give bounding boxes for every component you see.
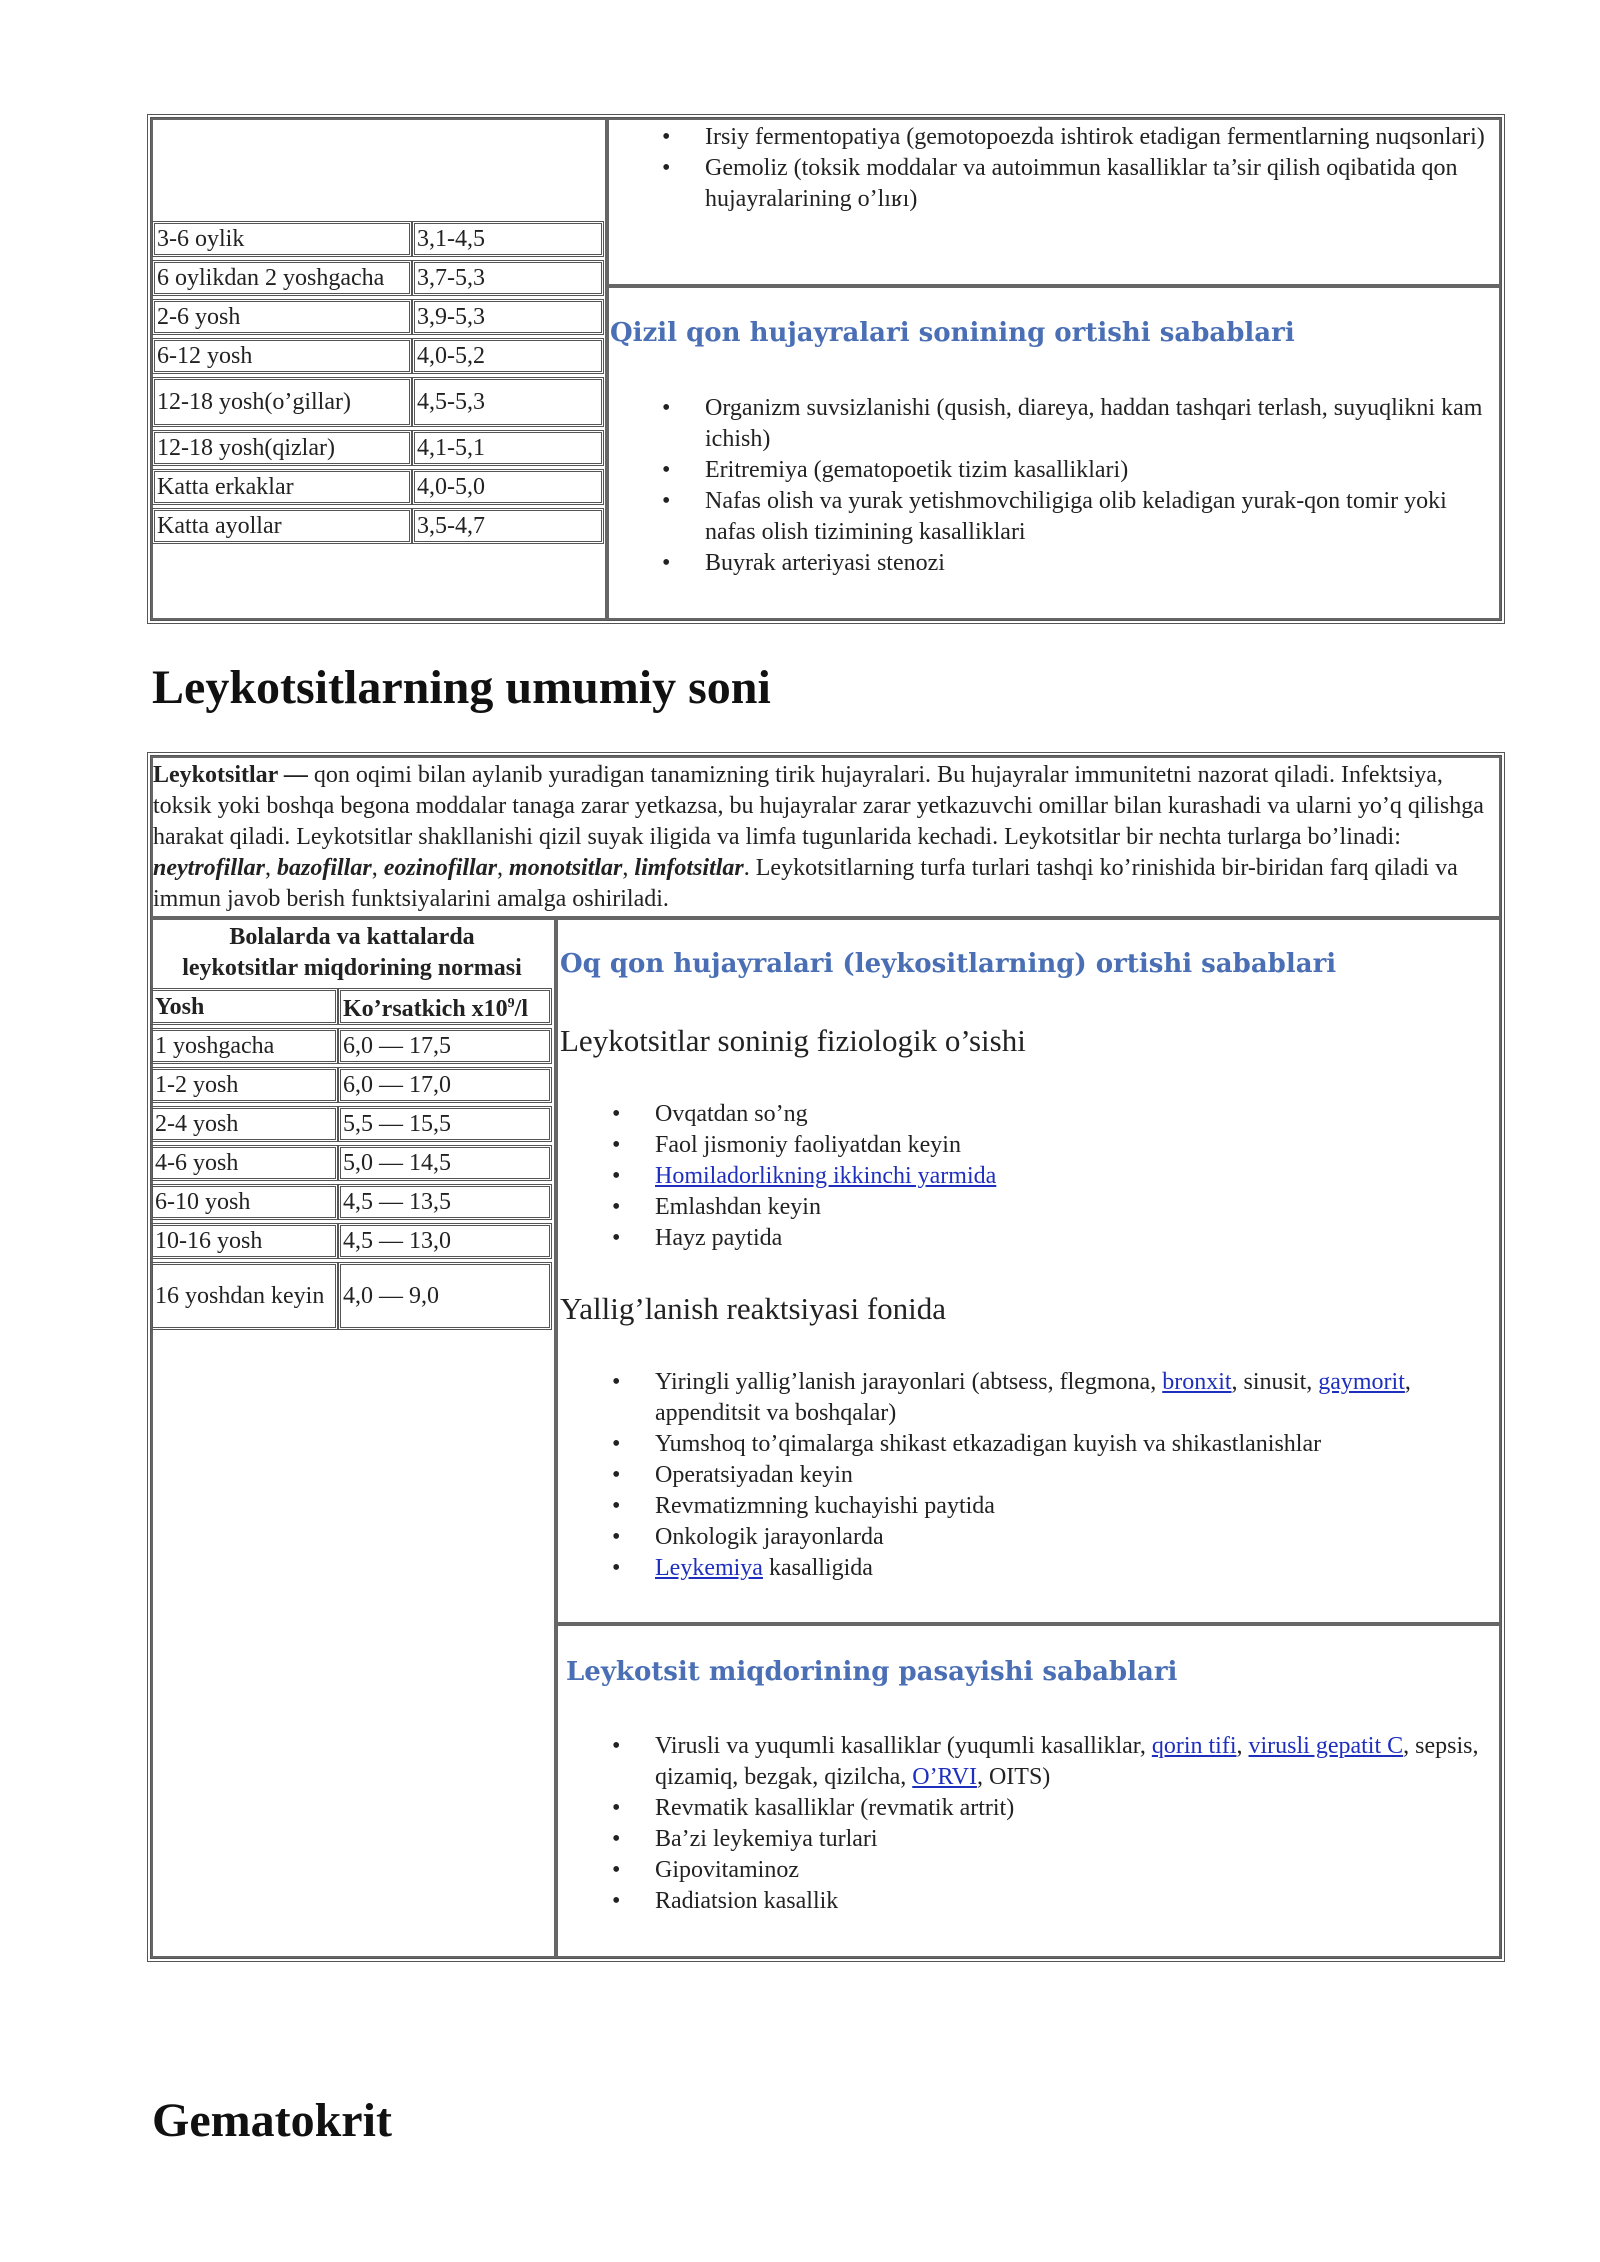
- table-row: [150, 1067, 552, 1103]
- table-cell-age: 16 yoshdan keyin: [150, 1262, 338, 1330]
- gematokrit-title: Gematokrit: [152, 2094, 392, 2147]
- table-cell-value: 5,0 — 14,5: [338, 1145, 552, 1181]
- list-item-text: , sinusit,: [1231, 1369, 1319, 1395]
- table-cell-age: 1-2 yosh: [150, 1067, 338, 1103]
- rbc-increase-heading: Qizil qon hujayralari sonining ortishi sabablari: [610, 318, 1295, 348]
- list-item-text: ,: [1236, 1733, 1249, 1759]
- list-item: • Gemoliz (toksik moddalar va autoimmun kasalliklar ta’sir qilish oqibatida qon hujayralarining o’lıʁı): [610, 153, 1490, 215]
- table-cell-value: 6,0 — 17,5: [338, 1028, 552, 1064]
- wbc-norm-caption: [152, 922, 552, 984]
- table-row: [150, 1028, 552, 1064]
- table-cell-age: 10-16 yosh: [150, 1223, 338, 1259]
- wbc-physio-heading: Leykotsitlar soninig fiziologik o’sishi: [560, 1023, 1026, 1058]
- list-item: • Revmatizmning kuchayishi paytida: [560, 1491, 1500, 1522]
- table-row: [152, 508, 604, 544]
- wbc-type-name: neytrofillar: [153, 855, 265, 881]
- table-cell-value: 4,0 — 9,0: [338, 1262, 552, 1330]
- wbc-decrease-list: [560, 1731, 1500, 1917]
- wbc-type-name: monotsitlar: [509, 855, 623, 881]
- table-row: [152, 377, 604, 427]
- list-item: [560, 1553, 1500, 1584]
- table-row: [150, 1184, 552, 1220]
- wbc-section-title: Leykotsitlarning umumiy soni: [152, 661, 771, 714]
- wbc-decrease-heading: Leykotsit miqdorining pasayishi sabablari: [566, 1657, 1178, 1687]
- list-item: • Nafas olish va yurak yetishmovchiligiga olib keladigan yurak-qon tomir yoki nafas olish tizimining kasalliklari: [610, 486, 1500, 548]
- list-item: • Faol jismoniy faoliyatdan keyin: [560, 1130, 1480, 1161]
- table-cell-age: Katta ayollar: [152, 508, 412, 544]
- table-cell-value: 5,5 — 15,5: [338, 1106, 552, 1142]
- table-cell-value: 3,5-4,7: [412, 508, 604, 544]
- wbc-intro-text1: qon oqimi bilan aylanib yuradigan tanamizning tirik hujayralari. Bu hujayralar immunitetni nazorat qiladi. Infektsiya, toksik yoki boshqa begona moddalar tanaga zarar yetkazsa, bu hujayralar zarar yetkazuvchi omillar bilan kurashadi va ularni yo’q qilishga harakat qiladi. Leykotsitlar shakllanishi qizil suyak iligida va limfa tugunlarida kechadi. Leykotsitlar bir nechta turlarga bo’linadi:: [153, 762, 1484, 850]
- table-cell-value: 3,7-5,3: [412, 260, 604, 296]
- homiladorlik-link[interactable]: Homiladorlikning ikkinchi yarmida: [655, 1163, 997, 1189]
- wbc-type-sep: ,: [497, 855, 510, 881]
- wbc-type-sep: ,: [265, 855, 277, 881]
- bronxit-link[interactable]: bronxit: [1162, 1369, 1232, 1395]
- list-item-text: kasalligida: [762, 1555, 873, 1581]
- wbc-increase-heading: Oq qon hujayralari (leykositlarning) ortishi sabablari: [560, 949, 1337, 979]
- leykemiya-link[interactable]: Leykemiya: [655, 1555, 763, 1581]
- list-item: • Irsiy fermentopatiya (gemotopoezda ishtirok etadigan fermentlarning nuqsonlari): [610, 122, 1490, 153]
- wbc-norm-header-row: [150, 988, 552, 1025]
- wbc-types: [153, 855, 744, 881]
- wbc-norm-header-value-suffix: /l: [514, 996, 529, 1022]
- table-cell-age: 12-18 yosh(qizlar): [152, 430, 412, 466]
- table-row: [150, 1223, 552, 1259]
- table-cell-value: 3,1-4,5: [412, 221, 604, 257]
- table-row: [152, 469, 604, 505]
- wbc-type-sep: ,: [371, 855, 384, 881]
- list-item-text: Yiringli yallig’lanish jarayonlari (abtsess, flegmona,: [655, 1369, 1163, 1395]
- table-cell-age: 2-4 yosh: [150, 1106, 338, 1142]
- table-cell-value: 4,1-5,1: [412, 430, 604, 466]
- wbc-norm-header-value-exp: 9: [507, 996, 515, 1011]
- list-item: [560, 1367, 1500, 1429]
- list-item: • Radiatsion kasallik: [560, 1886, 1500, 1917]
- wbc-physio-list: [560, 1099, 1480, 1254]
- table-row: [150, 1262, 552, 1330]
- table-cell-value: 3,9-5,3: [412, 299, 604, 335]
- table-cell-value: 6,0 — 17,0: [338, 1067, 552, 1103]
- orvi-link[interactable]: O’RVI: [912, 1764, 977, 1790]
- table-row: [152, 338, 604, 374]
- list-item-text: , sepsis, qizamiq, bezgak, qizilcha,: [655, 1733, 1479, 1790]
- table-cell-value: 4,5-5,3: [412, 377, 604, 427]
- wbc-norm-header-value: [338, 988, 552, 1025]
- list-item-text: , appenditsit va boshqalar): [655, 1369, 1411, 1426]
- wbc-inflam-list: [560, 1367, 1500, 1584]
- table-cell-age: 6-10 yosh: [150, 1184, 338, 1220]
- table-row: [152, 299, 604, 335]
- list-item: [560, 1731, 1500, 1793]
- table-cell-age: 6 oylikdan 2 yoshgacha: [152, 260, 412, 296]
- wbc-norm-header-age: Yosh: [150, 988, 338, 1025]
- list-item: • Ba’zi leykemiya turlari: [560, 1824, 1500, 1855]
- table-cell-age: 12-18 yosh(o’gillar): [152, 377, 412, 427]
- list-item: • Buyrak arteriyasi stenozi: [610, 548, 1500, 579]
- wbc-norm-table: [150, 985, 552, 1333]
- table-cell-age: 2-6 yosh: [152, 299, 412, 335]
- list-item: • Hayz paytida: [560, 1223, 1480, 1254]
- wbc-intro-paragraph: [153, 760, 1493, 915]
- wbc-norm-caption-line2: leykotsitlar miqdorining normasi: [182, 955, 522, 981]
- table-row: [150, 1145, 552, 1181]
- wbc-inflam-heading: Yallig’lanish reaktsiyasi fonida: [560, 1291, 947, 1326]
- wbc-norm-header-value-prefix: Ko’rsatkich x10: [343, 996, 508, 1022]
- list-item: • Eritremiya (gematopoetik tizim kasalliklari): [610, 455, 1500, 486]
- table-cell-value: 4,5 — 13,0: [338, 1223, 552, 1259]
- wbc-norm-caption-line1: Bolalarda va kattalarda: [229, 924, 475, 950]
- table-cell-age: 6-12 yosh: [152, 338, 412, 374]
- rbc-norm-table: [152, 218, 604, 547]
- list-item: • Yumshoq to’qimalarga shikast etkazadigan kuyish va shikastlanishlar: [560, 1429, 1500, 1460]
- table-cell-value: 4,5 — 13,5: [338, 1184, 552, 1220]
- wbc-type-sep: ,: [622, 855, 635, 881]
- wbc-intro-text2: . Leykotsitlarning turfa turlari tashqi ko’rinishida bir-biridan farq qiladi va immun javob berish funktsiyalarini amalga oshiriladi.: [153, 855, 1458, 912]
- list-item: [560, 1161, 1480, 1192]
- list-item: • Operatsiyadan keyin: [560, 1460, 1500, 1491]
- wbc-intro-term: Leykotsitlar —: [153, 762, 308, 788]
- table-cell-value: 4,0-5,0: [412, 469, 604, 505]
- list-item: • Emlashdan keyin: [560, 1192, 1480, 1223]
- table-row: [152, 430, 604, 466]
- virusli-gepatit-link[interactable]: virusli gepatit C: [1248, 1733, 1404, 1759]
- table-cell-age: Katta erkaklar: [152, 469, 412, 505]
- list-item: • Organizm suvsizlanishi (qusish, diareya, haddan tashqari terlash, suyuqlikni kam ichish): [610, 393, 1500, 455]
- table-row: [152, 221, 604, 257]
- table-row: [150, 1106, 552, 1142]
- rbc-decrease-tail: [610, 122, 1490, 215]
- table-row: [152, 260, 604, 296]
- list-item: • Gipovitaminoz: [560, 1855, 1500, 1886]
- table-cell-age: 1 yoshgacha: [150, 1028, 338, 1064]
- list-item-text: Virusli va yuqumli kasalliklar (yuqumli kasalliklar,: [655, 1733, 1152, 1759]
- list-item: • Onkologik jarayonlarda: [560, 1522, 1500, 1553]
- wbc-type-name: limfotsitlar: [634, 855, 744, 881]
- table-cell-age: 3-6 oylik: [152, 221, 412, 257]
- list-item-text: , OITS): [976, 1764, 1051, 1790]
- table-cell-age: 4-6 yosh: [150, 1145, 338, 1181]
- wbc-type-name: bazofillar: [277, 855, 372, 881]
- list-item: • Ovqatdan so’ng: [560, 1099, 1480, 1130]
- gaymorit-link[interactable]: gaymorit: [1318, 1369, 1405, 1395]
- qorin-tifi-link[interactable]: qorin tifi: [1151, 1733, 1237, 1759]
- table-cell-value: 4,0-5,2: [412, 338, 604, 374]
- rbc-increase-list: [610, 393, 1500, 579]
- list-item: • Revmatik kasalliklar (revmatik artrit): [560, 1793, 1500, 1824]
- wbc-type-name: eozinofillar: [383, 855, 498, 881]
